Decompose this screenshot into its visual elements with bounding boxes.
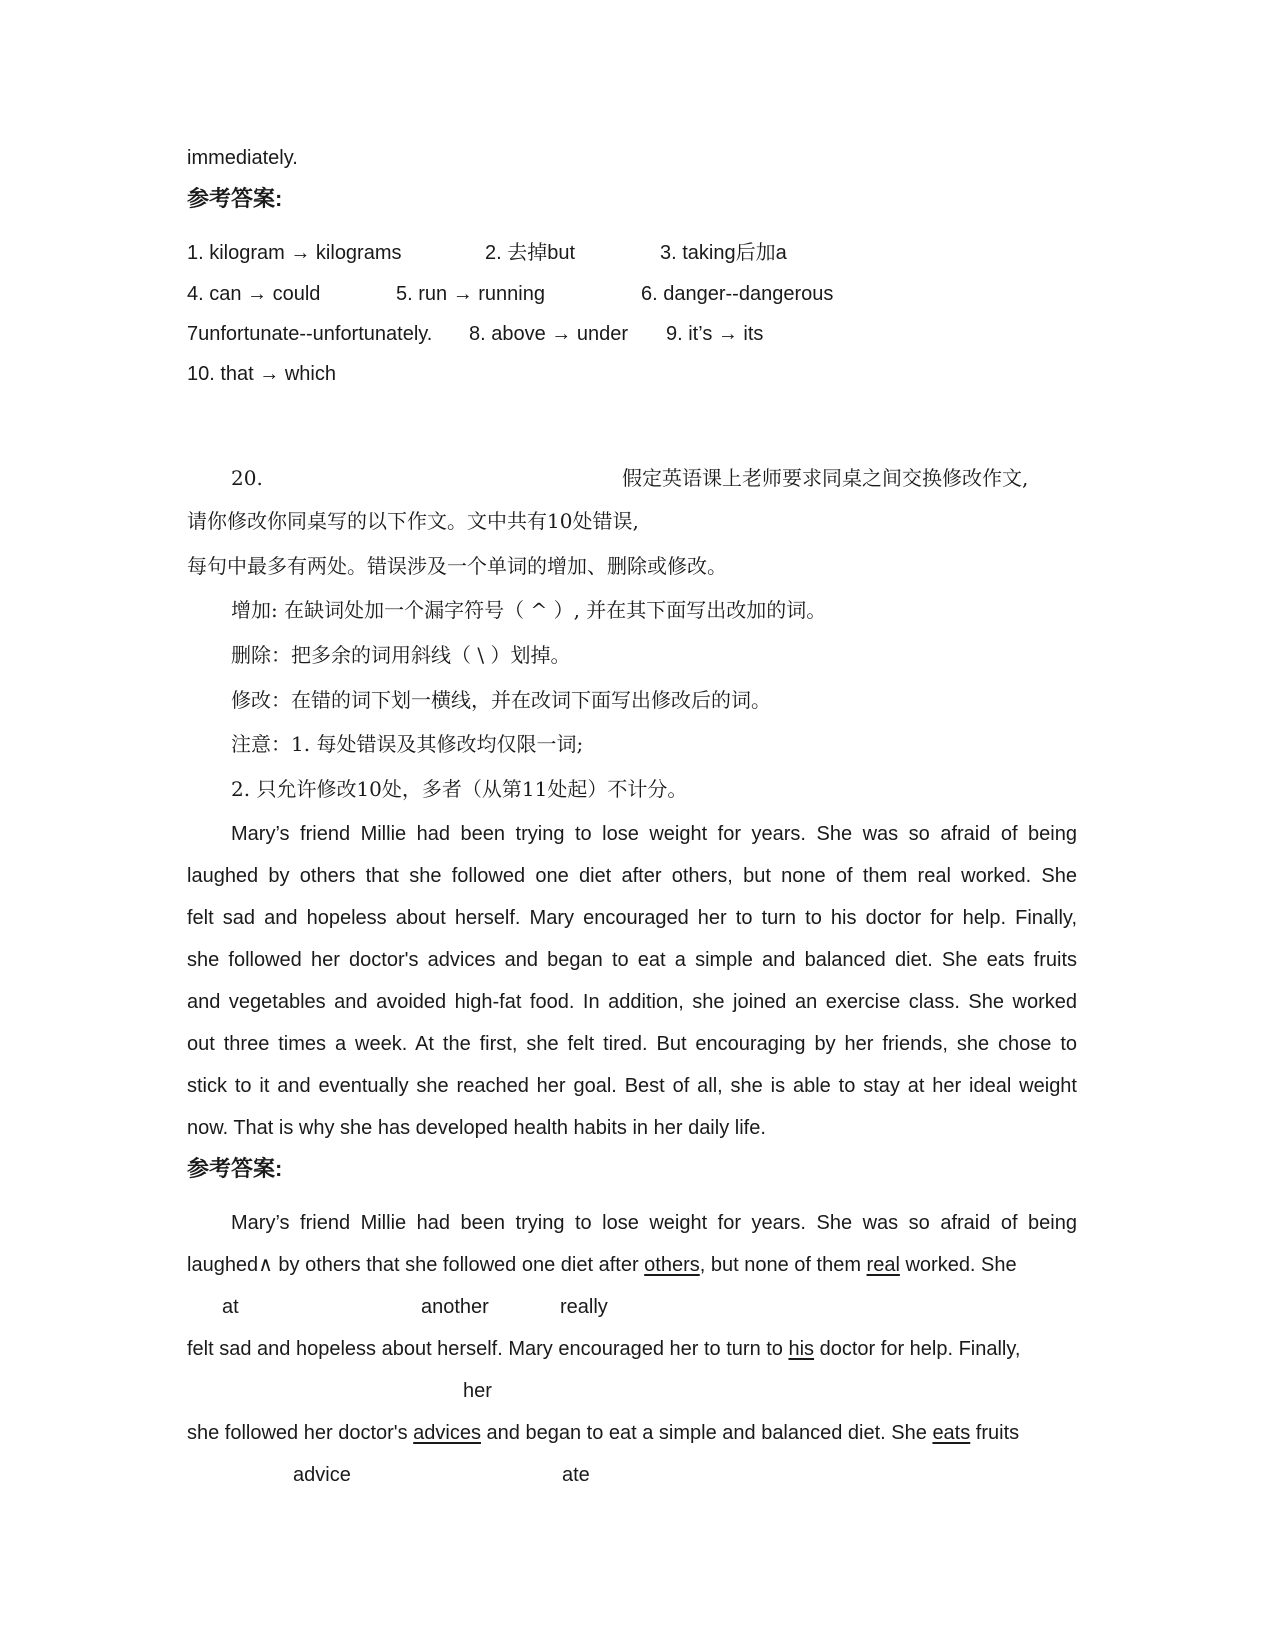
error-word: real — [866, 1254, 900, 1276]
answer-item: 1. kilogram → kilograms — [187, 242, 402, 264]
passage-line: Mary’s friend Millie had been trying to lose weight for years. She was so afraid of being — [231, 823, 1077, 845]
answer-item: 3. taking后加a — [660, 242, 787, 264]
corrected-line: Mary’s friend Millie had been trying to lose weight for years. She was so afraid of being — [231, 1212, 1077, 1234]
correction-word: her — [463, 1380, 492, 1402]
answer-item: 6. danger--dangerous — [641, 283, 834, 305]
instruction-line: 每句中最多有两处。错误涉及一个单词的增加、删除或修改。 — [187, 554, 727, 578]
answer-heading: 参考答案: — [187, 1156, 283, 1181]
instruction-add: 增加: 在缺词处加一个漏字符号（ ^ ）, 并在其下面写出改加的词。 — [231, 598, 827, 622]
continuation-text: immediately. — [187, 147, 298, 169]
error-word: his — [788, 1338, 815, 1360]
corrected-line: laughed∧ by others that she followed one diet after others, but none of them real worked. She — [187, 1254, 1017, 1276]
instruction-line: 假定英语课上老师要求同桌之间交换修改作文, — [622, 466, 1029, 490]
question-number: 20. — [231, 466, 263, 490]
passage-line: felt sad and hopeless about herself. Mary encouraged her to turn to his doctor for help. Finally, — [187, 907, 1077, 929]
correction-word: ate — [562, 1464, 590, 1486]
instruction-line: 请你修改你同桌写的以下作文。文中共有10处错误, — [187, 509, 639, 533]
answer-item: 5. run → running — [396, 283, 545, 305]
passage-line: and vegetables and avoided high-fat food. In addition, she joined an exercise class. She worked — [187, 991, 1077, 1013]
instruction-modify: 修改：在错的词下划一横线，并在改词下面写出修改后的词。 — [231, 688, 771, 712]
passage-line: stick to it and eventually she reached her goal. Best of all, she is able to stay at her ideal weight — [187, 1075, 1077, 1097]
passage-line: now. That is why she has developed health habits in her daily life. — [187, 1117, 766, 1139]
answer-item: 7unfortunate--unfortunately. — [187, 323, 433, 345]
insertion-caret: ∧ — [258, 1254, 273, 1276]
correction-word: another — [421, 1296, 489, 1318]
passage-line: out three times a week. At the first, she felt tired. But encouraging by her friends, she chose to — [187, 1033, 1077, 1055]
answer-item: 4. can → could — [187, 283, 321, 305]
corrected-line: she followed her doctor's advices and began to eat a simple and balanced diet. She eats fruits — [187, 1422, 1020, 1444]
error-word: others — [644, 1254, 700, 1276]
instruction-delete: 删除：把多余的词用斜线（ \ ）划掉。 — [231, 643, 571, 667]
passage-line: laughed by others that she followed one diet after others, but none of them real worked. She — [187, 865, 1077, 887]
answer-item: 2. 去掉but — [485, 242, 576, 264]
answer-item: 8. above → under — [469, 323, 628, 345]
corrected-line: felt sad and hopeless about herself. Mary encouraged her to turn to his doctor for help. Finally, — [187, 1338, 1021, 1360]
answer-item: 10. that → which — [187, 363, 336, 385]
correction-word: really — [560, 1296, 608, 1318]
answer-heading: 参考答案: — [187, 186, 283, 211]
error-word: eats — [932, 1422, 971, 1444]
passage-line: she followed her doctor's advices and began to eat a simple and balanced diet. She eats fruits — [187, 949, 1077, 971]
correction-word: advice — [293, 1464, 351, 1486]
answer-item: 9. it’s → its — [666, 323, 764, 345]
error-word: advices — [413, 1422, 481, 1444]
correction-word: at — [222, 1296, 239, 1318]
instruction-note: 2. 只允许修改10处，多者（从第11处起）不计分。 — [231, 777, 688, 801]
instruction-note: 注意：1. 每处错误及其修改均仅限一词; — [231, 732, 584, 756]
